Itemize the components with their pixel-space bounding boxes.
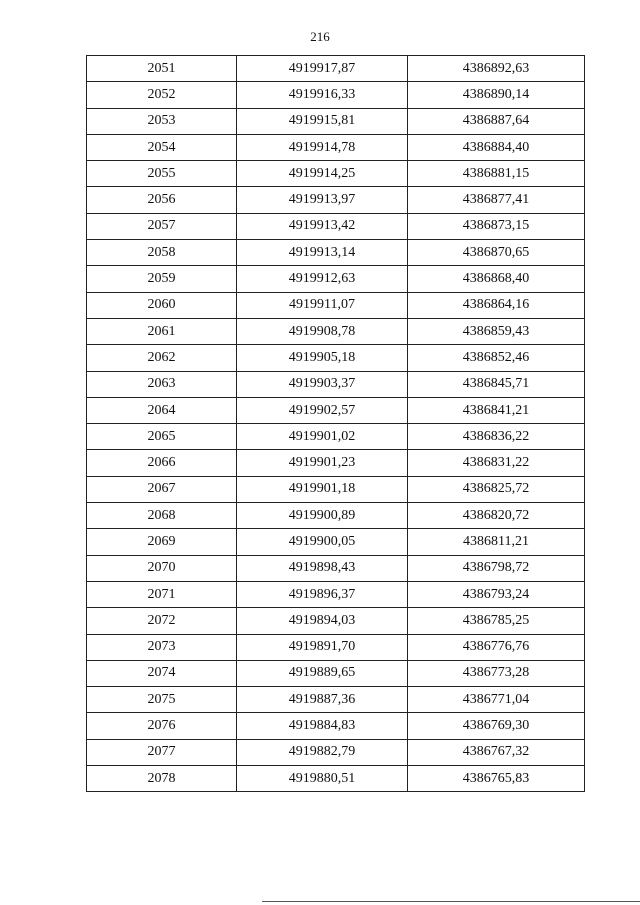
x-coordinate-cell: 4919901,18 <box>237 476 408 502</box>
point-number-cell: 2077 <box>87 739 237 765</box>
y-coordinate-cell: 4386771,04 <box>408 687 585 713</box>
table-row <box>87 161 585 187</box>
x-coordinate-cell: 4919914,25 <box>237 161 408 187</box>
x-coordinate-cell: 4919882,79 <box>237 739 408 765</box>
table-row <box>87 187 585 213</box>
y-coordinate-cell: 4386887,64 <box>408 108 585 134</box>
point-number-cell: 2067 <box>87 476 237 502</box>
table-row <box>87 397 585 423</box>
x-coordinate-cell: 4919913,14 <box>237 240 408 266</box>
point-number-cell: 2078 <box>87 766 237 792</box>
y-coordinate-cell: 4386820,72 <box>408 503 585 529</box>
x-coordinate-cell: 4919905,18 <box>237 345 408 371</box>
x-coordinate-cell: 4919913,97 <box>237 187 408 213</box>
table-row <box>87 424 585 450</box>
point-number-cell: 2054 <box>87 134 237 160</box>
table-row <box>87 503 585 529</box>
x-coordinate-cell: 4919901,02 <box>237 424 408 450</box>
y-coordinate-cell: 4386841,21 <box>408 397 585 423</box>
table-row <box>87 608 585 634</box>
y-coordinate-cell: 4386870,65 <box>408 240 585 266</box>
point-number-cell: 2072 <box>87 608 237 634</box>
table-row <box>87 687 585 713</box>
point-number-cell: 2065 <box>87 424 237 450</box>
table-row <box>87 345 585 371</box>
point-number-cell: 2073 <box>87 634 237 660</box>
y-coordinate-cell: 4386881,15 <box>408 161 585 187</box>
x-coordinate-cell: 4919903,37 <box>237 371 408 397</box>
table-row <box>87 634 585 660</box>
y-coordinate-cell: 4386868,40 <box>408 266 585 292</box>
y-coordinate-cell: 4386836,22 <box>408 424 585 450</box>
x-coordinate-cell: 4919887,36 <box>237 687 408 713</box>
y-coordinate-cell: 4386831,22 <box>408 450 585 476</box>
y-coordinate-cell: 4386776,76 <box>408 634 585 660</box>
x-coordinate-cell: 4919884,83 <box>237 713 408 739</box>
x-coordinate-cell: 4919896,37 <box>237 581 408 607</box>
coordinates-table <box>86 55 585 792</box>
y-coordinate-cell: 4386798,72 <box>408 555 585 581</box>
table-row <box>87 56 585 82</box>
table-row <box>87 240 585 266</box>
y-coordinate-cell: 4386825,72 <box>408 476 585 502</box>
table-row <box>87 581 585 607</box>
point-number-cell: 2056 <box>87 187 237 213</box>
y-coordinate-cell: 4386852,46 <box>408 345 585 371</box>
x-coordinate-cell: 4919917,87 <box>237 56 408 82</box>
y-coordinate-cell: 4386892,63 <box>408 56 585 82</box>
x-coordinate-cell: 4919901,23 <box>237 450 408 476</box>
point-number-cell: 2055 <box>87 161 237 187</box>
table-row <box>87 660 585 686</box>
y-coordinate-cell: 4386864,16 <box>408 292 585 318</box>
table-row <box>87 134 585 160</box>
y-coordinate-cell: 4386884,40 <box>408 134 585 160</box>
table-row <box>87 82 585 108</box>
table-row <box>87 371 585 397</box>
point-number-cell: 2071 <box>87 581 237 607</box>
x-coordinate-cell: 4919900,89 <box>237 503 408 529</box>
table-row <box>87 318 585 344</box>
point-number-cell: 2061 <box>87 318 237 344</box>
x-coordinate-cell: 4919889,65 <box>237 660 408 686</box>
bottom-divider <box>262 901 640 902</box>
table-row <box>87 555 585 581</box>
y-coordinate-cell: 4386765,83 <box>408 766 585 792</box>
y-coordinate-cell: 4386769,30 <box>408 713 585 739</box>
y-coordinate-cell: 4386877,41 <box>408 187 585 213</box>
point-number-cell: 2053 <box>87 108 237 134</box>
table-row <box>87 766 585 792</box>
y-coordinate-cell: 4386793,24 <box>408 581 585 607</box>
table-row <box>87 476 585 502</box>
table-row <box>87 292 585 318</box>
point-number-cell: 2059 <box>87 266 237 292</box>
point-number-cell: 2051 <box>87 56 237 82</box>
point-number-cell: 2066 <box>87 450 237 476</box>
x-coordinate-cell: 4919891,70 <box>237 634 408 660</box>
point-number-cell: 2069 <box>87 529 237 555</box>
table-row <box>87 739 585 765</box>
point-number-cell: 2062 <box>87 345 237 371</box>
y-coordinate-cell: 4386845,71 <box>408 371 585 397</box>
table-row <box>87 108 585 134</box>
x-coordinate-cell: 4919913,42 <box>237 213 408 239</box>
y-coordinate-cell: 4386890,14 <box>408 82 585 108</box>
point-number-cell: 2057 <box>87 213 237 239</box>
point-number-cell: 2075 <box>87 687 237 713</box>
x-coordinate-cell: 4919911,07 <box>237 292 408 318</box>
point-number-cell: 2052 <box>87 82 237 108</box>
x-coordinate-cell: 4919898,43 <box>237 555 408 581</box>
point-number-cell: 2063 <box>87 371 237 397</box>
x-coordinate-cell: 4919914,78 <box>237 134 408 160</box>
x-coordinate-cell: 4919902,57 <box>237 397 408 423</box>
point-number-cell: 2076 <box>87 713 237 739</box>
y-coordinate-cell: 4386873,15 <box>408 213 585 239</box>
y-coordinate-cell: 4386773,28 <box>408 660 585 686</box>
table-row <box>87 529 585 555</box>
table-row <box>87 713 585 739</box>
x-coordinate-cell: 4919912,63 <box>237 266 408 292</box>
x-coordinate-cell: 4919894,03 <box>237 608 408 634</box>
table-row <box>87 266 585 292</box>
table-row <box>87 450 585 476</box>
point-number-cell: 2058 <box>87 240 237 266</box>
x-coordinate-cell: 4919915,81 <box>237 108 408 134</box>
y-coordinate-cell: 4386811,21 <box>408 529 585 555</box>
x-coordinate-cell: 4919908,78 <box>237 318 408 344</box>
table-row <box>87 213 585 239</box>
x-coordinate-cell: 4919916,33 <box>237 82 408 108</box>
coordinates-table-body <box>87 56 585 792</box>
page-number: 216 <box>310 29 330 44</box>
point-number-cell: 2070 <box>87 555 237 581</box>
point-number-cell: 2060 <box>87 292 237 318</box>
point-number-cell: 2064 <box>87 397 237 423</box>
x-coordinate-cell: 4919880,51 <box>237 766 408 792</box>
y-coordinate-cell: 4386859,43 <box>408 318 585 344</box>
y-coordinate-cell: 4386767,32 <box>408 739 585 765</box>
y-coordinate-cell: 4386785,25 <box>408 608 585 634</box>
point-number-cell: 2068 <box>87 503 237 529</box>
x-coordinate-cell: 4919900,05 <box>237 529 408 555</box>
point-number-cell: 2074 <box>87 660 237 686</box>
